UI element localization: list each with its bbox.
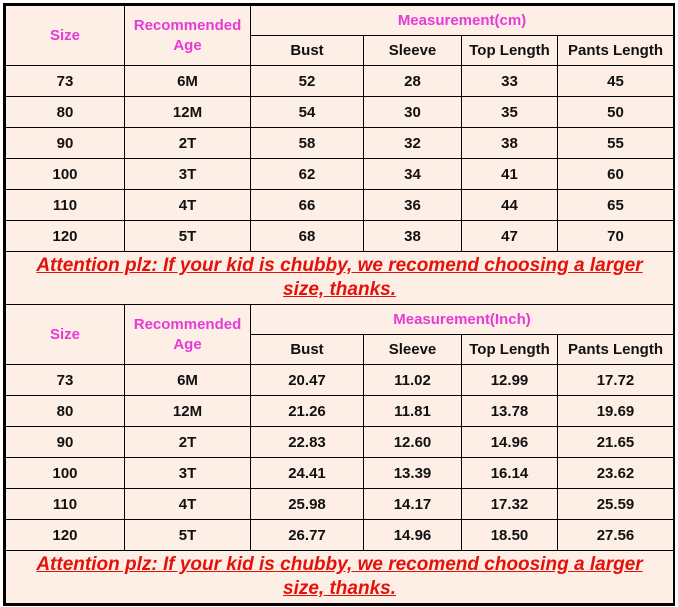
cell-sleeve: 11.02: [364, 365, 462, 396]
age-header-line1: Recommended: [133, 16, 242, 34]
size-header: Size: [6, 6, 125, 66]
cell-age: 4T: [125, 190, 251, 221]
cell-sleeve: 30: [364, 97, 462, 128]
cell-age: 5T: [125, 221, 251, 252]
cell-age: 2T: [125, 427, 251, 458]
column-header-pants-length: Pants Length: [558, 36, 674, 66]
cell-top-length: 12.99: [462, 365, 558, 396]
cell-size: 100: [6, 159, 125, 190]
table-row: [6, 365, 674, 396]
measurement-header-cm: Measurement(cm): [251, 6, 674, 36]
cell-age: 5T: [125, 520, 251, 551]
cell-pants-length: 70: [558, 221, 674, 252]
cell-size: 80: [6, 97, 125, 128]
table-row: [6, 489, 674, 520]
table-row: [6, 520, 674, 551]
age-header-line2: Age: [173, 36, 202, 54]
column-header-top-length: Top Length: [462, 36, 558, 66]
column-header-sleeve: Sleeve: [364, 335, 462, 365]
cell-sleeve: 36: [364, 190, 462, 221]
cell-bust: 58: [251, 128, 364, 159]
cell-bust: 52: [251, 66, 364, 97]
cell-size: 73: [6, 66, 125, 97]
size-chart: [3, 3, 675, 606]
cell-pants-length: 25.59: [558, 489, 674, 520]
table-row: [6, 190, 674, 221]
cell-top-length: 14.96: [462, 427, 558, 458]
column-header-top-length: Top Length: [462, 335, 558, 365]
cell-pants-length: 19.69: [558, 396, 674, 427]
cell-age: 12M: [125, 97, 251, 128]
age-header-line1: Recommended: [133, 315, 242, 333]
size-table: [5, 5, 674, 604]
cell-top-length: 35: [462, 97, 558, 128]
cell-sleeve: 14.96: [364, 520, 462, 551]
table-row: [6, 66, 674, 97]
table-row: [6, 427, 674, 458]
cell-age: 2T: [125, 128, 251, 159]
cell-bust: 21.26: [251, 396, 364, 427]
cell-pants-length: 27.56: [558, 520, 674, 551]
cell-bust: 54: [251, 97, 364, 128]
attention-note: Attention plz: If your kid is chubby, we recomend choosing a larger size, thanks.: [6, 551, 674, 604]
measurement-header-inch: Measurement(Inch): [251, 305, 674, 335]
attention-note: Attention plz: If your kid is chubby, we recomend choosing a larger size, thanks.: [6, 252, 674, 305]
cell-top-length: 41: [462, 159, 558, 190]
cell-size: 90: [6, 128, 125, 159]
column-header-bust: Bust: [251, 335, 364, 365]
cell-pants-length: 55: [558, 128, 674, 159]
cell-pants-length: 65: [558, 190, 674, 221]
cell-bust: 26.77: [251, 520, 364, 551]
cell-top-length: 44: [462, 190, 558, 221]
table-row: [6, 159, 674, 190]
cell-sleeve: 28: [364, 66, 462, 97]
cell-top-length: 16.14: [462, 458, 558, 489]
table-row: [6, 221, 674, 252]
cell-top-length: 13.78: [462, 396, 558, 427]
cell-bust: 20.47: [251, 365, 364, 396]
cell-top-length: 47: [462, 221, 558, 252]
cell-sleeve: 34: [364, 159, 462, 190]
cell-bust: 22.83: [251, 427, 364, 458]
cell-size: 110: [6, 190, 125, 221]
table-row: [6, 396, 674, 427]
cell-top-length: 38: [462, 128, 558, 159]
age-header-line2: Age: [173, 335, 202, 353]
cell-age: 12M: [125, 396, 251, 427]
cell-size: 80: [6, 396, 125, 427]
cell-pants-length: 17.72: [558, 365, 674, 396]
cell-sleeve: 11.81: [364, 396, 462, 427]
age-header: [125, 305, 251, 365]
cell-size: 90: [6, 427, 125, 458]
cell-age: 3T: [125, 159, 251, 190]
cell-sleeve: 32: [364, 128, 462, 159]
cell-size: 120: [6, 520, 125, 551]
cell-pants-length: 23.62: [558, 458, 674, 489]
cell-bust: 62: [251, 159, 364, 190]
cell-top-length: 17.32: [462, 489, 558, 520]
cell-age: 4T: [125, 489, 251, 520]
cell-bust: 24.41: [251, 458, 364, 489]
cell-size: 110: [6, 489, 125, 520]
table-row: [6, 128, 674, 159]
cell-size: 73: [6, 365, 125, 396]
column-header-pants-length: Pants Length: [558, 335, 674, 365]
cell-age: 6M: [125, 365, 251, 396]
cell-age: 3T: [125, 458, 251, 489]
cell-size: 120: [6, 221, 125, 252]
cell-sleeve: 12.60: [364, 427, 462, 458]
cell-bust: 66: [251, 190, 364, 221]
cell-bust: 25.98: [251, 489, 364, 520]
cell-pants-length: 21.65: [558, 427, 674, 458]
age-header: [125, 6, 251, 66]
cell-pants-length: 60: [558, 159, 674, 190]
size-header: Size: [6, 305, 125, 365]
cell-top-length: 18.50: [462, 520, 558, 551]
cell-sleeve: 13.39: [364, 458, 462, 489]
cell-pants-length: 50: [558, 97, 674, 128]
cell-age: 6M: [125, 66, 251, 97]
cell-pants-length: 45: [558, 66, 674, 97]
column-header-bust: Bust: [251, 36, 364, 66]
cell-bust: 68: [251, 221, 364, 252]
cell-top-length: 33: [462, 66, 558, 97]
table-row: [6, 97, 674, 128]
cell-sleeve: 14.17: [364, 489, 462, 520]
cell-size: 100: [6, 458, 125, 489]
cell-sleeve: 38: [364, 221, 462, 252]
table-row: [6, 458, 674, 489]
column-header-sleeve: Sleeve: [364, 36, 462, 66]
